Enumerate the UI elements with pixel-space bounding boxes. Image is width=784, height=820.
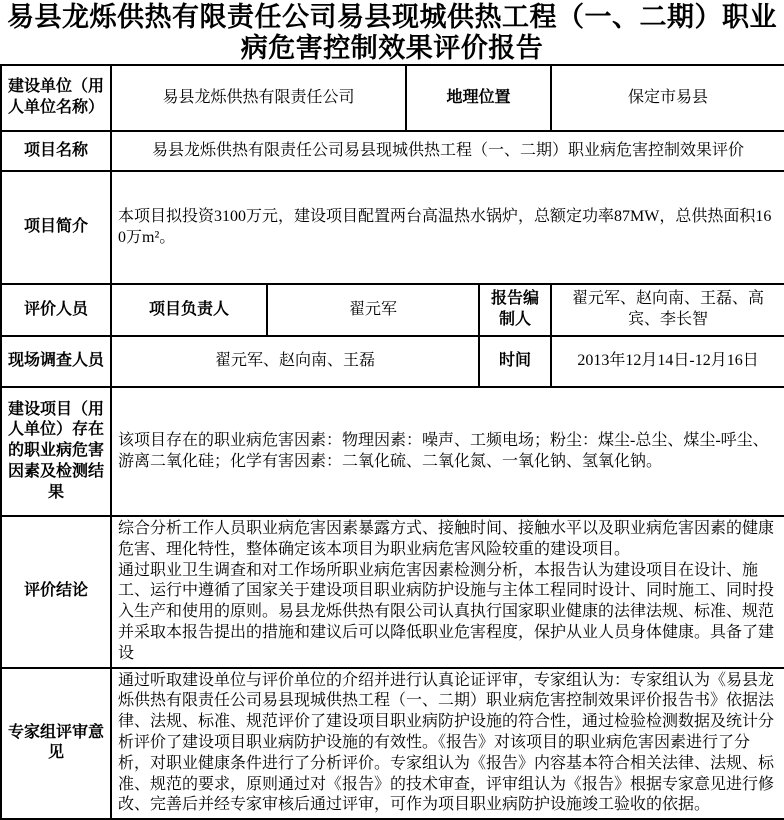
hazard-factors-label: 建设项目（用人单位）存在的职业病危害因素及检测结果 xyxy=(1,387,111,516)
location-value: 保定市易县 xyxy=(551,65,784,131)
site-survey-label: 现场调查人员 xyxy=(1,336,111,387)
project-leader-label: 项目负责人 xyxy=(111,284,267,336)
report-writers-value: 翟元军、赵向南、王磊、高宾、李长智 xyxy=(551,284,784,336)
expert-review-label: 专家组评审意见 xyxy=(1,668,111,820)
report-table xyxy=(0,64,784,820)
project-summary-label: 项目简介 xyxy=(1,171,111,284)
project-name-label: 项目名称 xyxy=(1,131,111,171)
project-leader-value: 翟元军 xyxy=(267,284,479,336)
evaluators-label: 评价人员 xyxy=(1,284,111,336)
evaluation-conclusion-label: 评价结论 xyxy=(1,516,111,668)
row-project-name xyxy=(1,131,784,171)
time-label: 时间 xyxy=(479,336,551,387)
expert-review-value: 通过听取建设单位与评价单位的介绍并进行认真论证评审，专家组认为：专家组认为《易县龙烁供热有限责任公司易县现城供热工程（一、二期）职业病危害控制效果评价报告书》依据法律、法规、标准、规范评价了建设项目职业病防护设施的符合性，通过检验检测数据及统计分析评价了建设项目职业病防护设施的有效性。《报告》对该项目的职业病危害因素进行了分析，对职业健康条件进行了分析评价。专家组认为《报告》内容基本符合相关法律、法规、标准、规范的要求，原则通过对《报告》的技术审查，评审组认为《报告》根据专家意见进行修改、完善后并经专家审核后通过评审，可作为项目职业病防护设施竣工验收的依据。 xyxy=(111,668,784,820)
project-name-value: 易县龙烁供热有限责任公司易县现城供热工程（一、二期）职业病危害控制效果评价 xyxy=(111,131,784,171)
row-evaluators xyxy=(1,284,784,336)
report-writers-label: 报告编制人 xyxy=(479,284,551,336)
row-construction-unit xyxy=(1,65,784,131)
conclusion-paragraph-1: 综合分析工作人员职业病危害因素暴露方式、接触时间、接触水平以及职业病危害因素的健康危害、理化特性，整体确定该本项目为职业病危害风险较重的建设项目。 xyxy=(118,520,775,558)
construction-unit-label: 建设单位（用人单位名称） xyxy=(1,65,111,131)
row-evaluation-conclusion xyxy=(1,516,784,668)
document-title: 易县龙烁供热有限责任公司易县现城供热工程（一、二期）职业病危害控制效果评价报告 xyxy=(7,2,777,63)
row-expert-review xyxy=(1,668,784,820)
construction-unit-value: 易县龙烁供热有限责任公司 xyxy=(111,65,406,131)
hazard-factors-value: 该项目存在的职业病危害因素：物理因素：噪声、工频电场；粉尘：煤尘-总尘、煤尘-呼尘、游离二氧化硅；化学有害因素：二氧化硫、二氧化氮、一氧化钠、氢氧化钠。 xyxy=(111,387,784,516)
evaluation-conclusion-value xyxy=(111,516,784,668)
time-value: 2013年12月14日-12月16日 xyxy=(551,336,784,387)
row-site-survey xyxy=(1,336,784,387)
row-hazard-factors xyxy=(1,387,784,516)
project-summary-value: 本项目拟投资3100万元，建设项目配置两台高温热水锅炉，总额定功率87MW，总供热面积160万m²。 xyxy=(111,171,784,284)
location-label: 地理位置 xyxy=(406,65,551,131)
row-project-summary xyxy=(1,171,784,284)
site-survey-value: 翟元军、赵向南、王磊 xyxy=(111,336,479,387)
conclusion-paragraph-2: 通过职业卫生调查和对工作场所职业病危害因素检测分析，本报告认为建设项目在设计、施工、运行中遵循了国家关于建设项目职业病防护设施与主体工程同时设计、同时施工、同时投入生产和使用的原则。易县龙烁供热有限公司认真执行国家职业健康的法律法规、标准、规范并采取本报告提出的措施和建议后可以降低职业危害程度，保护从业人员身体健康。具备了建设 xyxy=(118,561,775,662)
